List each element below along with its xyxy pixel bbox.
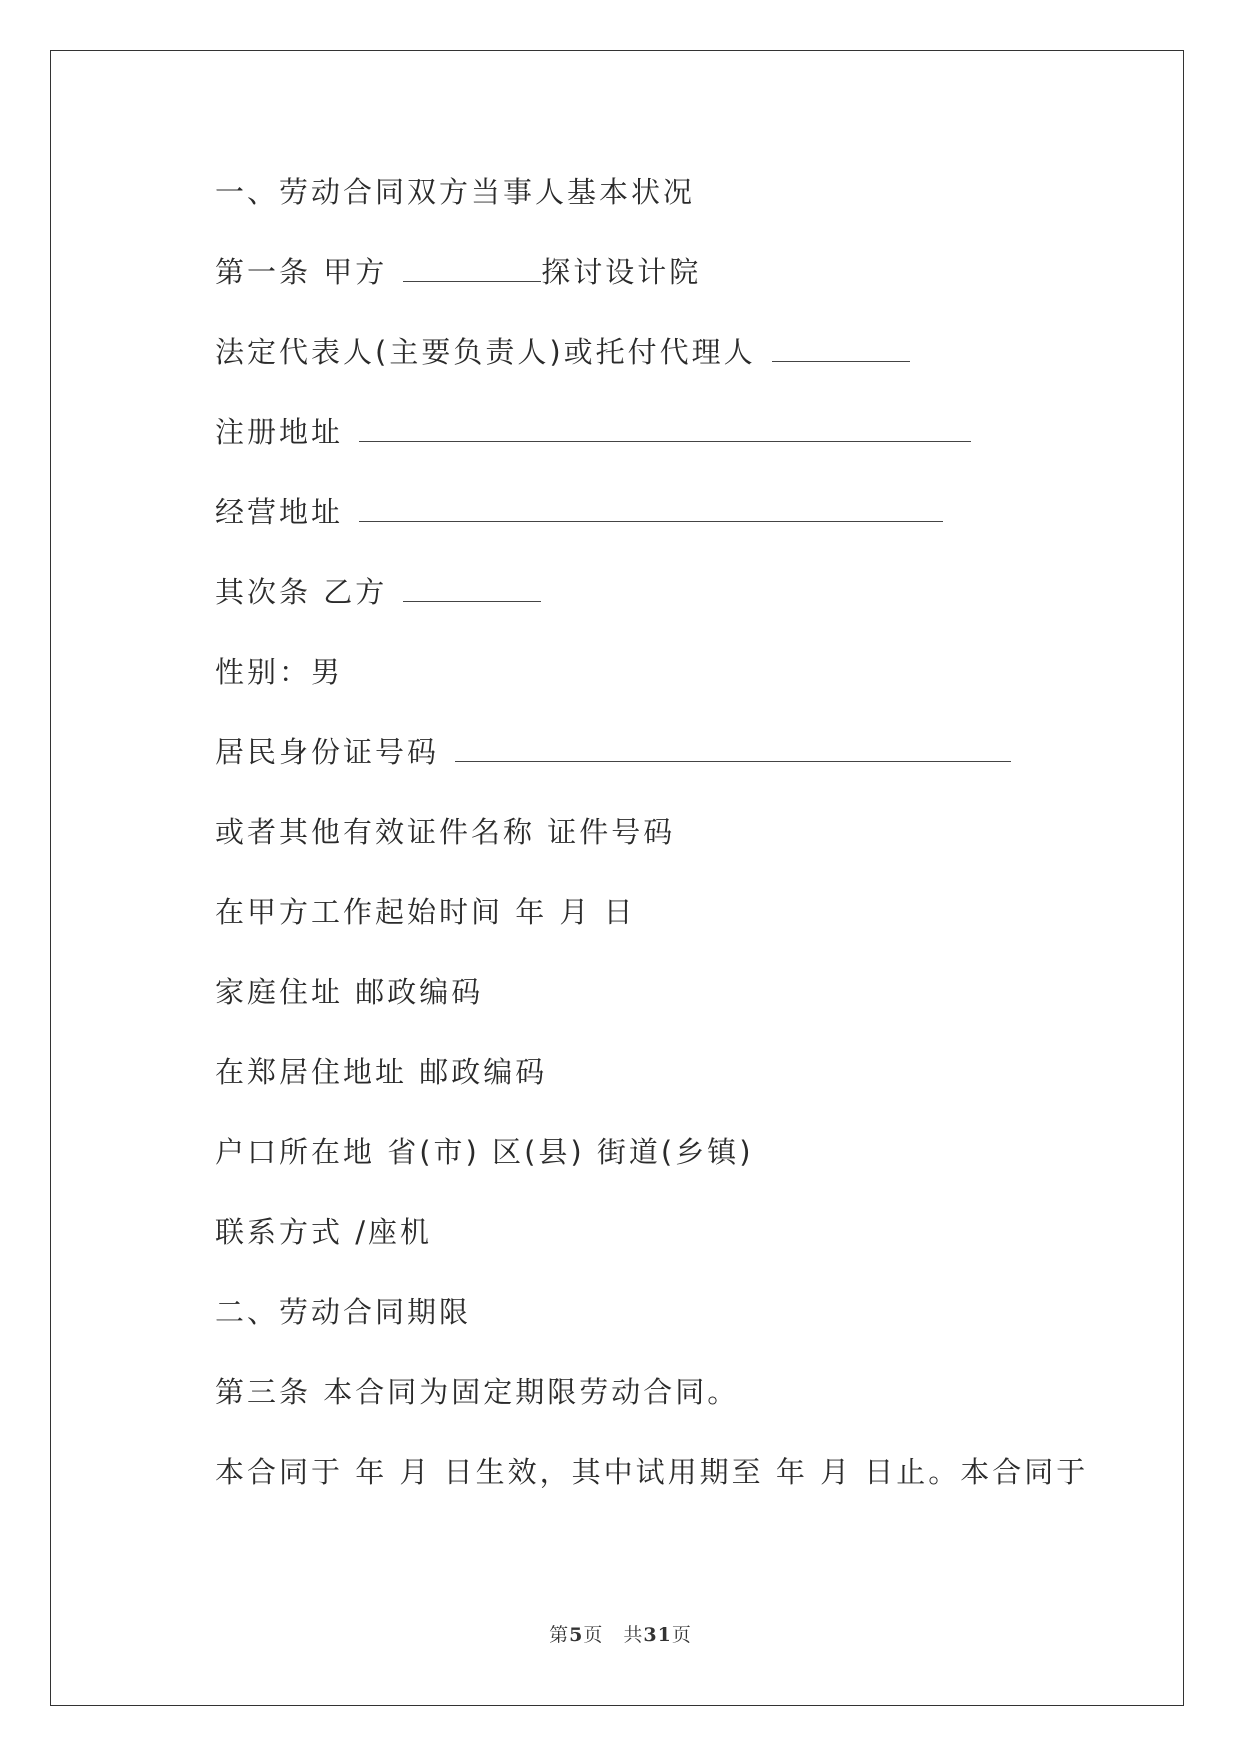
page-footer: [0, 1620, 1241, 1647]
footer-suffix: 页: [671, 1624, 692, 1646]
footer-page-number: 5: [569, 1624, 584, 1646]
article-two-party-b: [215, 572, 541, 612]
contact-line: 联系方式 /座机: [215, 1215, 432, 1249]
party-a-blank: [403, 253, 541, 282]
id-number-blank: [455, 733, 1011, 762]
business-address-label: 经营地址: [215, 495, 344, 529]
business-address-line: [215, 492, 943, 532]
article-one-party-a: [215, 252, 701, 292]
household-registration-line: 户口所在地 省(市) 区(县) 街道(乡镇): [215, 1135, 754, 1169]
legal-representative-blank: [772, 333, 910, 362]
footer-total-pages: 31: [643, 1624, 672, 1646]
footer-prefix: 第: [549, 1624, 570, 1646]
home-address-line: 家庭住址 邮政编码: [215, 975, 484, 1009]
article-three-line: 第三条 本合同为固定期限劳动合同。: [215, 1375, 740, 1409]
gender-line: 性别：男: [215, 655, 344, 689]
registered-address-line: [215, 412, 971, 452]
business-address-blank: [359, 493, 943, 522]
article-two-label: 其次条 乙方: [215, 575, 388, 609]
start-date-line: 在甲方工作起始时间 年 月 日: [215, 895, 636, 929]
effective-date-line: 本合同于 年 月 日生效，其中试用期至 年 月 日止。本合同于: [215, 1455, 1089, 1489]
legal-representative-line: [215, 332, 910, 372]
other-id-line: 或者其他有效证件名称 证件号码: [215, 815, 676, 849]
registered-address-label: 注册地址: [215, 415, 344, 449]
registered-address-blank: [359, 413, 971, 442]
section-heading-parties: 一、劳动合同双方当事人基本状况: [215, 175, 696, 209]
legal-representative-label: 法定代表人(主要负责人)或托付代理人: [215, 335, 756, 369]
party-b-blank: [403, 573, 541, 602]
party-a-name: 探讨设计院: [541, 255, 702, 289]
section-heading-term: 二、劳动合同期限: [215, 1295, 472, 1329]
article-one-label: 第一条 甲方: [215, 255, 388, 289]
footer-mid: 页 共: [583, 1624, 644, 1646]
local-address-line: 在郑居住地址 邮政编码: [215, 1055, 548, 1089]
id-number-line: [215, 732, 1011, 772]
id-number-label: 居民身份证号码: [215, 735, 440, 769]
